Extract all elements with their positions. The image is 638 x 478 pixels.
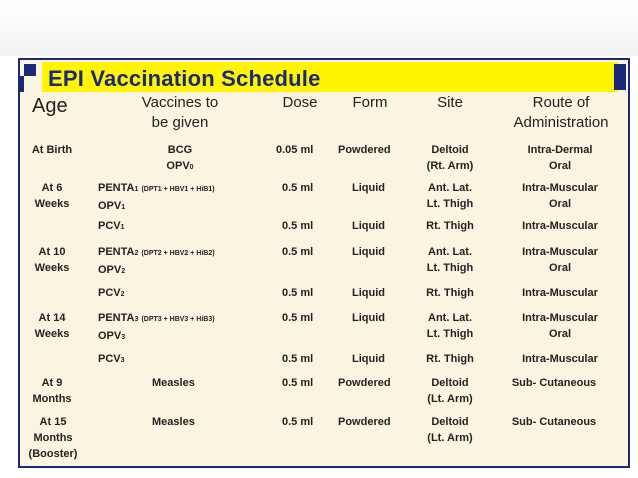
vaccine-cell: [98, 180, 215, 216]
route-line: Intra-Dermal: [527, 144, 593, 156]
title-accent: [24, 64, 36, 76]
age-line: Months: [33, 432, 73, 444]
site-line: Ant. Lat.: [428, 246, 472, 258]
age-cell: [20, 180, 84, 212]
route-line: Oral: [548, 262, 571, 274]
vaccine-subscript: 1: [121, 204, 126, 211]
route-cell: [506, 244, 614, 276]
vaccine-name: BCG: [167, 144, 193, 156]
vaccine-name-text: OPV: [98, 330, 122, 342]
slide: [18, 58, 630, 468]
vaccine-name: [98, 244, 215, 262]
age-line: Weeks: [34, 328, 70, 340]
age-line: At 9: [41, 377, 63, 389]
site-line: Deltoid: [431, 377, 469, 389]
route-cell: Intra-Muscular: [522, 287, 598, 299]
vaccine-name-text: PCV: [98, 220, 121, 232]
dose-cell: 0.5 ml: [282, 416, 314, 428]
site-line: Deltoid: [431, 144, 469, 156]
vaccine-name-text: PENTA: [98, 246, 135, 258]
page-title: EPI Vaccination Schedule: [48, 66, 321, 91]
route-cell: Sub- Cutaneous: [511, 377, 597, 389]
vaccine-subscript: 3: [121, 334, 126, 341]
vaccine-cell: [98, 310, 215, 346]
dose-cell: 0.5 ml: [282, 220, 314, 232]
dose-cell: 0.5 ml: [282, 182, 314, 194]
dose-cell: 0.5 ml: [282, 246, 314, 258]
title-accent: [20, 76, 42, 92]
route-line: Intra-Muscular: [522, 312, 598, 324]
form-cell: Liquid: [352, 287, 385, 299]
vaccine-cell: Measles: [152, 377, 195, 389]
vaccine-components: (DPT3 + HBV3 + HiB3): [141, 316, 215, 323]
vaccine-subscript: 0: [189, 164, 194, 171]
age-cell: [20, 414, 86, 462]
form-cell: Liquid: [352, 182, 385, 194]
route-line: Intra-Muscular: [522, 246, 598, 258]
vaccine-subscript: 2: [120, 291, 125, 298]
vaccine-name: [98, 198, 215, 216]
form-cell: Powdered: [338, 144, 391, 156]
vaccine-name-text: PENTA: [98, 312, 135, 324]
age-cell: At Birth: [31, 144, 73, 156]
site-cell: [420, 180, 480, 212]
route-cell: Sub- Cutaneous: [511, 416, 597, 428]
dose-cell: 0.5 ml: [282, 353, 314, 365]
vaccine-subscript: 1: [134, 186, 139, 193]
site-cell: [420, 142, 480, 174]
dose-cell: 0.5 ml: [282, 287, 314, 299]
site-line: Deltoid: [431, 416, 469, 428]
header-vaccines-line1: Vaccines to: [141, 94, 219, 111]
route-line: Oral: [548, 160, 571, 172]
site-line: Lt. Thigh: [426, 328, 474, 340]
form-cell: Powdered: [338, 377, 391, 389]
site-cell: [420, 414, 480, 446]
age-cell: [20, 375, 84, 407]
form-cell: Liquid: [352, 312, 385, 324]
header-vaccines: [120, 93, 240, 133]
header-age: Age: [32, 95, 68, 117]
site-line: (Lt. Arm): [427, 393, 473, 405]
route-cell: [506, 142, 614, 174]
age-line: At 15: [39, 416, 67, 428]
site-line: (Lt. Arm): [427, 432, 473, 444]
route-line: Intra-Muscular: [522, 182, 598, 194]
age-line: At 14: [38, 312, 66, 324]
vaccine-subscript: 2: [121, 268, 126, 275]
age-line: Weeks: [34, 262, 70, 274]
site-cell: [420, 244, 480, 276]
header-vaccines-line2: be given: [151, 114, 209, 131]
vaccine-name: [98, 262, 215, 280]
header-route-line2: Administration: [513, 114, 609, 131]
vaccine-subscript: 3: [134, 316, 139, 323]
site-cell: [420, 310, 480, 342]
header-form: Form: [352, 94, 388, 111]
vaccine-cell: [140, 142, 220, 176]
dose-cell: 0.5 ml: [282, 312, 314, 324]
form-cell: Powdered: [338, 416, 391, 428]
vaccine-name-text: PCV: [98, 287, 121, 299]
vaccine-name: [98, 328, 215, 346]
header-route: [496, 93, 626, 133]
vaccine-cell: [98, 351, 125, 369]
route-cell: [506, 310, 614, 342]
route-line: Oral: [548, 328, 571, 340]
site-line: (Rt. Arm): [426, 160, 474, 172]
age-line: Months: [32, 393, 72, 405]
route-cell: [506, 180, 614, 212]
vaccine-cell: [98, 285, 125, 303]
vaccine-cell: [98, 244, 215, 280]
header-site: Site: [437, 94, 463, 111]
vaccine-name-text: PCV: [98, 353, 121, 365]
site-line: Ant. Lat.: [428, 182, 472, 194]
site-line: Lt. Thigh: [426, 262, 474, 274]
vaccine-name-text: OPV: [98, 200, 122, 212]
vaccine-cell: [98, 218, 125, 236]
form-cell: Liquid: [352, 353, 385, 365]
age-line: At 6: [41, 182, 63, 194]
age-line: (Booster): [28, 448, 78, 460]
vaccine-cell: Measles: [152, 416, 195, 428]
age-line: At 10: [38, 246, 66, 258]
title-accent: [614, 64, 626, 90]
age-line: Weeks: [34, 198, 70, 210]
form-cell: Liquid: [352, 220, 385, 232]
vaccine-components: (DPT2 + HBV2 + HiB2): [141, 250, 215, 257]
route-cell: Intra-Muscular: [522, 353, 598, 365]
vaccine-name: [98, 180, 215, 198]
form-cell: Liquid: [352, 246, 385, 258]
site-cell: Rt. Thigh: [426, 353, 474, 365]
dose-cell: 0.5 ml: [282, 377, 314, 389]
vaccine-name-text: PENTA: [98, 182, 135, 194]
site-cell: Rt. Thigh: [426, 287, 474, 299]
top-background: [0, 0, 638, 56]
vaccine-subscript: 3: [120, 357, 125, 364]
dose-cell: 0.05 ml: [276, 144, 314, 156]
vaccine-name: [98, 310, 215, 328]
site-line: Ant. Lat.: [428, 312, 472, 324]
vaccine-subscript: 2: [134, 250, 139, 257]
site-line: Lt. Thigh: [426, 198, 474, 210]
vaccine-name-text: OPV: [98, 264, 122, 276]
route-cell: Intra-Muscular: [522, 220, 598, 232]
vaccine-name: [140, 158, 220, 176]
vaccine-subscript: 1: [120, 224, 125, 231]
site-cell: Rt. Thigh: [426, 220, 474, 232]
age-cell: [20, 244, 84, 276]
vaccine-name-text: OPV: [166, 160, 190, 172]
vaccine-components: (DPT1 + HBV1 + HiB1): [141, 186, 215, 193]
header-route-line1: Route of: [532, 94, 590, 111]
route-line: Oral: [548, 198, 571, 210]
age-cell: [20, 310, 84, 342]
site-cell: [420, 375, 480, 407]
header-dose: Dose: [282, 94, 318, 111]
